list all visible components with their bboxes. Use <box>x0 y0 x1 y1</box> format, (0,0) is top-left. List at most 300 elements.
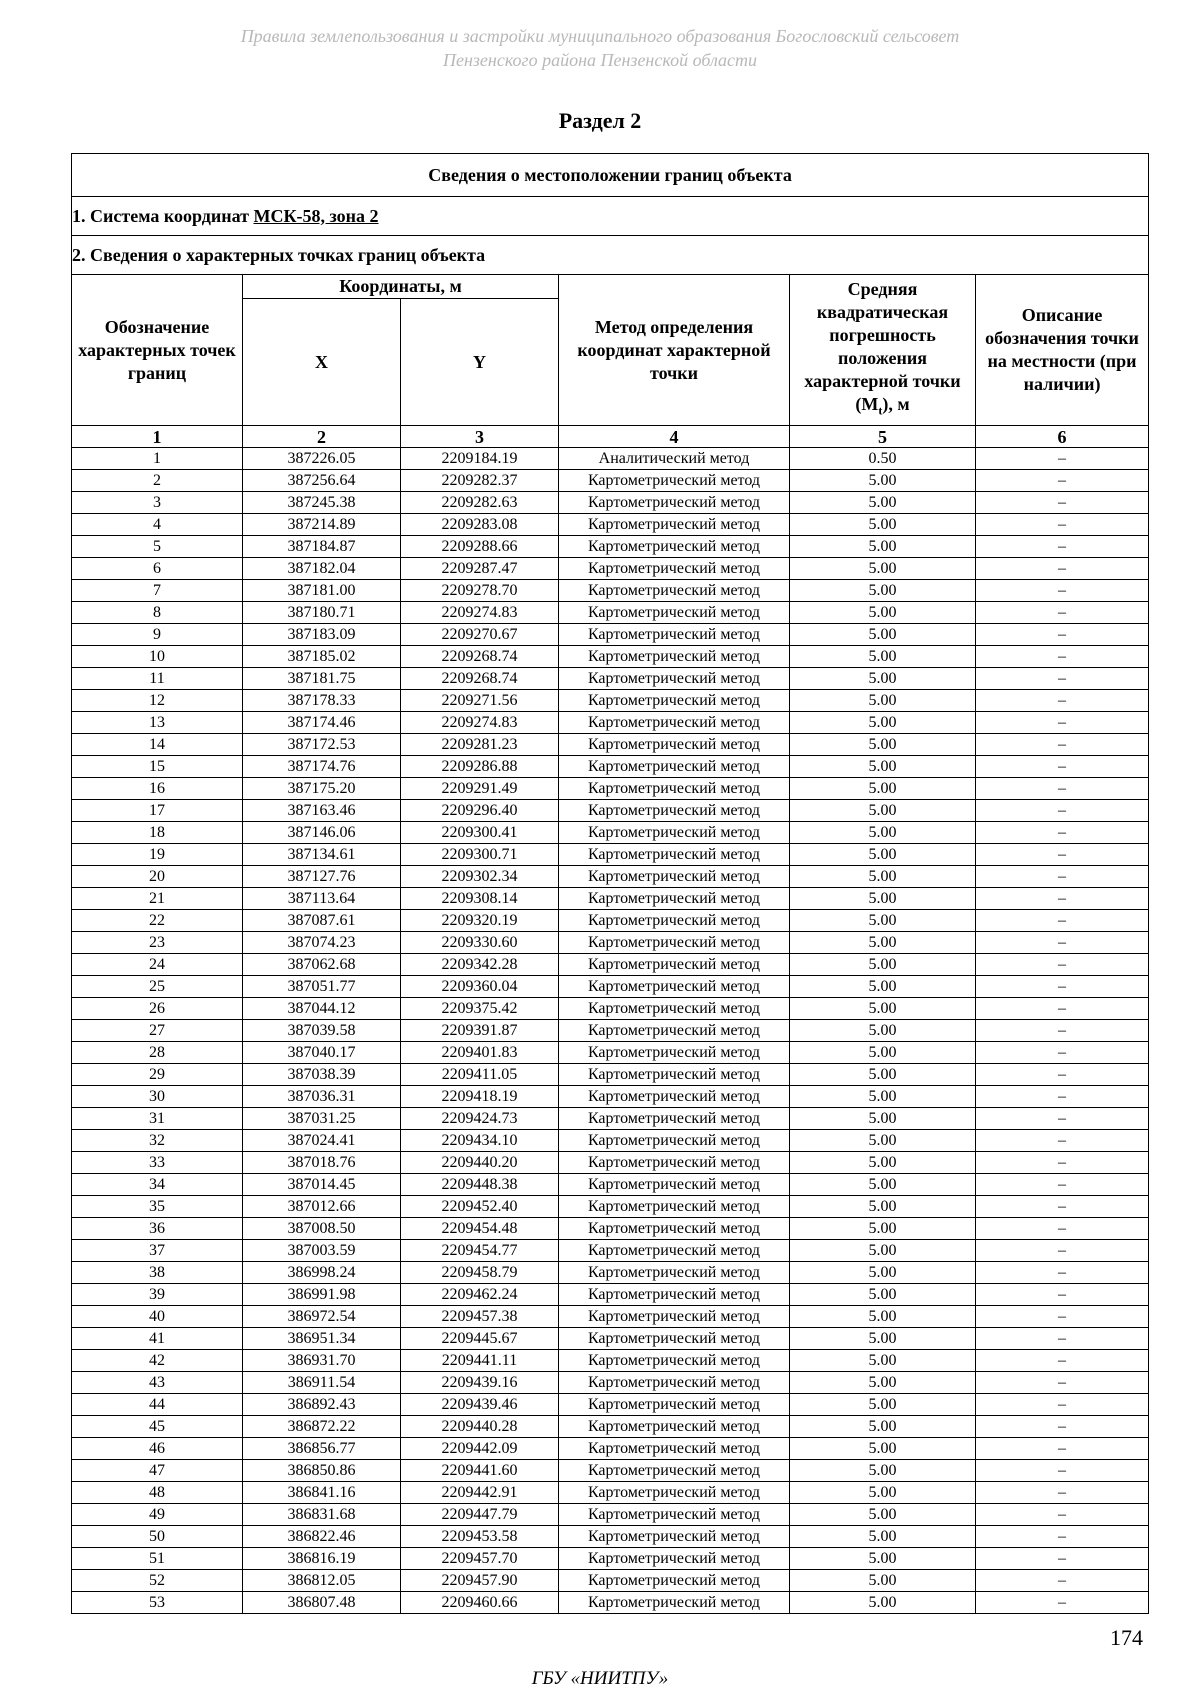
error-cell: 5.00 <box>790 1394 976 1416</box>
error-cell: 5.00 <box>790 1196 976 1218</box>
col-number: 1 <box>72 426 243 448</box>
point-number-cell: 29 <box>72 1064 243 1086</box>
y-cell: 2209300.41 <box>401 822 559 844</box>
point-number-cell: 6 <box>72 558 243 580</box>
error-cell: 5.00 <box>790 910 976 932</box>
description-cell: – <box>976 888 1149 910</box>
col-y-header: Y <box>401 299 559 426</box>
table-caption: Сведения о местоположении границ объекта <box>72 154 1149 197</box>
table-row <box>72 1548 1149 1570</box>
description-cell: – <box>976 1306 1149 1328</box>
method-cell: Картометрический метод <box>559 1196 790 1218</box>
y-cell: 2209439.16 <box>401 1372 559 1394</box>
x-cell: 387113.64 <box>243 888 401 910</box>
description-cell: – <box>976 624 1149 646</box>
point-number-cell: 42 <box>72 1350 243 1372</box>
point-number-cell: 35 <box>72 1196 243 1218</box>
y-cell: 2209442.91 <box>401 1482 559 1504</box>
col-error-header: Средняя квадратическая погрешность положения характерной точки $(M_t)$, м <box>790 275 976 426</box>
point-number-cell: 39 <box>72 1284 243 1306</box>
col-number: 4 <box>559 426 790 448</box>
description-cell: – <box>976 1240 1149 1262</box>
description-cell: – <box>976 1592 1149 1614</box>
method-cell: Картометрический метод <box>559 1086 790 1108</box>
error-cell: 5.00 <box>790 1460 976 1482</box>
error-cell: 5.00 <box>790 1416 976 1438</box>
x-cell: 386931.70 <box>243 1350 401 1372</box>
x-cell: 387008.50 <box>243 1218 401 1240</box>
table-row <box>72 1020 1149 1042</box>
description-cell: – <box>976 1196 1149 1218</box>
description-cell: – <box>976 1262 1149 1284</box>
y-cell: 2209440.20 <box>401 1152 559 1174</box>
x-cell: 387181.75 <box>243 668 401 690</box>
y-cell: 2209296.40 <box>401 800 559 822</box>
point-number-cell: 15 <box>72 756 243 778</box>
coord-system-label: 1. Система координат <box>72 205 254 226</box>
description-cell: – <box>976 1438 1149 1460</box>
x-cell: 387214.89 <box>243 514 401 536</box>
table-row <box>72 668 1149 690</box>
y-cell: 2209448.38 <box>401 1174 559 1196</box>
method-cell: Картометрический метод <box>559 646 790 668</box>
error-cell: 5.00 <box>790 1262 976 1284</box>
y-cell: 2209454.77 <box>401 1240 559 1262</box>
method-cell: Картометрический метод <box>559 1372 790 1394</box>
table-row <box>72 734 1149 756</box>
point-number-cell: 31 <box>72 1108 243 1130</box>
error-cell: 5.00 <box>790 1042 976 1064</box>
x-cell: 386807.48 <box>243 1592 401 1614</box>
method-cell: Картометрический метод <box>559 976 790 998</box>
method-cell: Картометрический метод <box>559 1174 790 1196</box>
y-cell: 2209300.71 <box>401 844 559 866</box>
x-cell: 387018.76 <box>243 1152 401 1174</box>
x-cell: 387087.61 <box>243 910 401 932</box>
y-cell: 2209268.74 <box>401 668 559 690</box>
col-designation-header: Обозначение характерных точек границ <box>72 275 243 426</box>
error-cell: 5.00 <box>790 1570 976 1592</box>
x-cell: 387172.53 <box>243 734 401 756</box>
y-cell: 2209274.83 <box>401 712 559 734</box>
x-cell: 387184.87 <box>243 536 401 558</box>
description-cell: – <box>976 1350 1149 1372</box>
method-cell: Картометрический метод <box>559 1284 790 1306</box>
method-cell: Картометрический метод <box>559 866 790 888</box>
description-cell: – <box>976 954 1149 976</box>
error-cell: 5.00 <box>790 998 976 1020</box>
x-cell: 387074.23 <box>243 932 401 954</box>
error-cell: 0.50 <box>790 448 976 470</box>
y-cell: 2209286.88 <box>401 756 559 778</box>
error-cell: 5.00 <box>790 822 976 844</box>
description-cell: – <box>976 1416 1149 1438</box>
y-cell: 2209440.28 <box>401 1416 559 1438</box>
table-row <box>72 778 1149 800</box>
error-cell: 5.00 <box>790 580 976 602</box>
method-cell: Картометрический метод <box>559 1042 790 1064</box>
point-number-cell: 23 <box>72 932 243 954</box>
description-cell: – <box>976 998 1149 1020</box>
description-cell: – <box>976 1526 1149 1548</box>
col-coords-header: Координаты, м <box>243 275 559 299</box>
description-cell: – <box>976 470 1149 492</box>
x-cell: 387245.38 <box>243 492 401 514</box>
method-cell: Картометрический метод <box>559 1504 790 1526</box>
y-cell: 2209411.05 <box>401 1064 559 1086</box>
x-cell: 386822.46 <box>243 1526 401 1548</box>
method-cell: Картометрический метод <box>559 492 790 514</box>
y-cell: 2209445.67 <box>401 1328 559 1350</box>
table-row <box>72 1394 1149 1416</box>
x-cell: 387127.76 <box>243 866 401 888</box>
table-body <box>72 448 1149 1614</box>
error-cell: 5.00 <box>790 1086 976 1108</box>
table-row <box>72 448 1149 470</box>
method-cell: Картометрический метод <box>559 690 790 712</box>
x-cell: 386872.22 <box>243 1416 401 1438</box>
y-cell: 2209330.60 <box>401 932 559 954</box>
description-cell: – <box>976 932 1149 954</box>
description-cell: – <box>976 910 1149 932</box>
error-cell: 5.00 <box>790 1240 976 1262</box>
table-row <box>72 756 1149 778</box>
x-cell: 387039.58 <box>243 1020 401 1042</box>
table-row <box>72 1174 1149 1196</box>
x-cell: 387062.68 <box>243 954 401 976</box>
method-cell: Картометрический метод <box>559 1130 790 1152</box>
table-row <box>72 822 1149 844</box>
point-number-cell: 18 <box>72 822 243 844</box>
error-cell: 5.00 <box>790 1350 976 1372</box>
description-cell: – <box>976 492 1149 514</box>
x-cell: 387036.31 <box>243 1086 401 1108</box>
y-cell: 2209391.87 <box>401 1020 559 1042</box>
description-cell: – <box>976 1548 1149 1570</box>
method-cell: Картометрический метод <box>559 1526 790 1548</box>
table-row <box>72 1306 1149 1328</box>
point-number-cell: 20 <box>72 866 243 888</box>
x-cell: 387174.76 <box>243 756 401 778</box>
x-cell: 386816.19 <box>243 1548 401 1570</box>
point-number-cell: 53 <box>72 1592 243 1614</box>
table-row <box>72 1218 1149 1240</box>
method-cell: Картометрический метод <box>559 1460 790 1482</box>
point-number-cell: 51 <box>72 1548 243 1570</box>
y-cell: 2209452.40 <box>401 1196 559 1218</box>
page-footer: ГБУ «НИИТПУ» <box>531 1668 669 1689</box>
error-cell: 5.00 <box>790 1108 976 1130</box>
point-number-cell: 41 <box>72 1328 243 1350</box>
error-cell: 5.00 <box>790 1130 976 1152</box>
y-cell: 2209454.48 <box>401 1218 559 1240</box>
error-cell: 5.00 <box>790 712 976 734</box>
y-cell: 2209441.11 <box>401 1350 559 1372</box>
description-cell: – <box>976 646 1149 668</box>
table-row <box>72 910 1149 932</box>
point-number-cell: 21 <box>72 888 243 910</box>
point-number-cell: 46 <box>72 1438 243 1460</box>
table-row <box>72 602 1149 624</box>
point-number-cell: 32 <box>72 1130 243 1152</box>
error-cell: 5.00 <box>790 602 976 624</box>
method-cell: Картометрический метод <box>559 1240 790 1262</box>
header-line-1: Правила землепользования и застройки муниципального образования Богословский сельсовет <box>240 26 960 46</box>
error-cell: 5.00 <box>790 1372 976 1394</box>
method-cell: Картометрический метод <box>559 734 790 756</box>
point-number-cell: 9 <box>72 624 243 646</box>
description-cell: – <box>976 1372 1149 1394</box>
x-cell: 387163.46 <box>243 800 401 822</box>
error-cell: 5.00 <box>790 866 976 888</box>
table-row <box>72 470 1149 492</box>
error-cell: 5.00 <box>790 514 976 536</box>
y-cell: 2209268.74 <box>401 646 559 668</box>
col-number: 5 <box>790 426 976 448</box>
table-row <box>72 1570 1149 1592</box>
table-row <box>72 580 1149 602</box>
error-cell: 5.00 <box>790 1438 976 1460</box>
point-number-cell: 43 <box>72 1372 243 1394</box>
error-cell: 5.00 <box>790 1592 976 1614</box>
method-cell: Картометрический метод <box>559 1218 790 1240</box>
error-cell: 5.00 <box>790 1174 976 1196</box>
y-cell: 2209439.46 <box>401 1394 559 1416</box>
method-cell: Аналитический метод <box>559 448 790 470</box>
point-number-cell: 37 <box>72 1240 243 1262</box>
y-cell: 2209401.83 <box>401 1042 559 1064</box>
table-row <box>72 976 1149 998</box>
description-cell: – <box>976 1328 1149 1350</box>
x-cell: 387031.25 <box>243 1108 401 1130</box>
page-header <box>0 24 1200 72</box>
error-cell: 5.00 <box>790 1526 976 1548</box>
error-cell: 5.00 <box>790 800 976 822</box>
y-cell: 2209462.24 <box>401 1284 559 1306</box>
error-cell: 5.00 <box>790 492 976 514</box>
error-cell: 5.00 <box>790 536 976 558</box>
method-cell: Картометрический метод <box>559 602 790 624</box>
description-cell: – <box>976 1394 1149 1416</box>
method-cell: Картометрический метод <box>559 624 790 646</box>
x-cell: 387146.06 <box>243 822 401 844</box>
table-row <box>72 514 1149 536</box>
point-number-cell: 28 <box>72 1042 243 1064</box>
description-cell: – <box>976 844 1149 866</box>
error-cell: 5.00 <box>790 778 976 800</box>
method-cell: Картометрический метод <box>559 1438 790 1460</box>
error-cell: 5.00 <box>790 624 976 646</box>
section-title: Раздел 2 <box>558 108 642 133</box>
description-cell: – <box>976 822 1149 844</box>
y-cell: 2209281.23 <box>401 734 559 756</box>
point-number-cell: 24 <box>72 954 243 976</box>
description-cell: – <box>976 756 1149 778</box>
description-cell: – <box>976 558 1149 580</box>
point-number-cell: 47 <box>72 1460 243 1482</box>
point-number-cell: 45 <box>72 1416 243 1438</box>
y-cell: 2209184.19 <box>401 448 559 470</box>
description-cell: – <box>976 1086 1149 1108</box>
method-cell: Картометрический метод <box>559 536 790 558</box>
point-number-cell: 16 <box>72 778 243 800</box>
point-number-cell: 12 <box>72 690 243 712</box>
error-cell: 5.00 <box>790 1306 976 1328</box>
x-cell: 387038.39 <box>243 1064 401 1086</box>
x-cell: 387044.12 <box>243 998 401 1020</box>
x-cell: 387182.04 <box>243 558 401 580</box>
table-row <box>72 1460 1149 1482</box>
description-cell: – <box>976 1020 1149 1042</box>
table-row <box>72 1526 1149 1548</box>
x-cell: 386856.77 <box>243 1438 401 1460</box>
table-row <box>72 690 1149 712</box>
coord-system-value: МСК-58, зона 2 <box>253 205 379 226</box>
description-cell: – <box>976 514 1149 536</box>
description-cell: – <box>976 800 1149 822</box>
method-cell: Картометрический метод <box>559 932 790 954</box>
error-cell: 5.00 <box>790 1328 976 1350</box>
error-cell: 5.00 <box>790 756 976 778</box>
description-cell: – <box>976 866 1149 888</box>
y-cell: 2209291.49 <box>401 778 559 800</box>
method-cell: Картометрический метод <box>559 668 790 690</box>
method-cell: Картометрический метод <box>559 712 790 734</box>
col-number: 3 <box>401 426 559 448</box>
y-cell: 2209442.09 <box>401 1438 559 1460</box>
table-row <box>72 712 1149 734</box>
description-cell: – <box>976 1284 1149 1306</box>
point-number-cell: 48 <box>72 1482 243 1504</box>
point-number-cell: 1 <box>72 448 243 470</box>
x-cell: 386831.68 <box>243 1504 401 1526</box>
y-cell: 2209458.79 <box>401 1262 559 1284</box>
col-description-header: Описание обозначения точки на местности (при наличии) <box>976 275 1149 426</box>
method-cell: Картометрический метод <box>559 1394 790 1416</box>
description-cell: – <box>976 778 1149 800</box>
error-cell: 5.00 <box>790 1284 976 1306</box>
description-cell: – <box>976 580 1149 602</box>
description-cell: – <box>976 734 1149 756</box>
description-cell: – <box>976 448 1149 470</box>
description-cell: – <box>976 536 1149 558</box>
col-x-header: X <box>243 299 401 426</box>
error-cell: 5.00 <box>790 734 976 756</box>
table-row <box>72 1284 1149 1306</box>
table-row <box>72 1592 1149 1614</box>
y-cell: 2209375.42 <box>401 998 559 1020</box>
y-cell: 2209283.08 <box>401 514 559 536</box>
table-row <box>72 1372 1149 1394</box>
x-cell: 386911.54 <box>243 1372 401 1394</box>
col-number: 2 <box>243 426 401 448</box>
table-row <box>72 1086 1149 1108</box>
table-row <box>72 624 1149 646</box>
point-number-cell: 22 <box>72 910 243 932</box>
y-cell: 2209457.70 <box>401 1548 559 1570</box>
y-cell: 2209288.66 <box>401 536 559 558</box>
table-row <box>72 932 1149 954</box>
table-row <box>72 1108 1149 1130</box>
method-cell: Картометрический метод <box>559 1152 790 1174</box>
table-row <box>72 1130 1149 1152</box>
page-number: 174 <box>1110 1625 1143 1650</box>
x-cell: 387256.64 <box>243 470 401 492</box>
point-number-cell: 10 <box>72 646 243 668</box>
table-row <box>72 954 1149 976</box>
method-cell: Картометрический метод <box>559 888 790 910</box>
y-cell: 2209308.14 <box>401 888 559 910</box>
point-number-cell: 34 <box>72 1174 243 1196</box>
table-row <box>72 1504 1149 1526</box>
point-number-cell: 49 <box>72 1504 243 1526</box>
error-cell: 5.00 <box>790 1504 976 1526</box>
description-cell: – <box>976 1064 1149 1086</box>
error-cell: 5.00 <box>790 1020 976 1042</box>
point-number-cell: 25 <box>72 976 243 998</box>
method-cell: Картометрический метод <box>559 1592 790 1614</box>
method-cell: Картометрический метод <box>559 1328 790 1350</box>
point-number-cell: 11 <box>72 668 243 690</box>
method-cell: Картометрический метод <box>559 1416 790 1438</box>
method-cell: Картометрический метод <box>559 1064 790 1086</box>
point-number-cell: 50 <box>72 1526 243 1548</box>
y-cell: 2209441.60 <box>401 1460 559 1482</box>
x-cell: 387051.77 <box>243 976 401 998</box>
y-cell: 2209360.04 <box>401 976 559 998</box>
method-cell: Картометрический метод <box>559 1108 790 1130</box>
y-cell: 2209274.83 <box>401 602 559 624</box>
table-row <box>72 1482 1149 1504</box>
method-cell: Картометрический метод <box>559 800 790 822</box>
description-cell: – <box>976 1042 1149 1064</box>
table-row <box>72 1416 1149 1438</box>
table-row <box>72 1196 1149 1218</box>
point-number-cell: 8 <box>72 602 243 624</box>
y-cell: 2209270.67 <box>401 624 559 646</box>
x-cell: 387226.05 <box>243 448 401 470</box>
error-cell: 5.00 <box>790 954 976 976</box>
method-cell: Картометрический метод <box>559 1350 790 1372</box>
y-cell: 2209447.79 <box>401 1504 559 1526</box>
y-cell: 2209342.28 <box>401 954 559 976</box>
method-cell: Картометрический метод <box>559 470 790 492</box>
y-cell: 2209287.47 <box>401 558 559 580</box>
point-number-cell: 26 <box>72 998 243 1020</box>
method-cell: Картометрический метод <box>559 514 790 536</box>
method-cell: Картометрический метод <box>559 1262 790 1284</box>
error-cell: 5.00 <box>790 690 976 712</box>
error-cell: 5.00 <box>790 1482 976 1504</box>
error-cell: 5.00 <box>790 1218 976 1240</box>
method-cell: Картометрический метод <box>559 778 790 800</box>
x-cell: 386850.86 <box>243 1460 401 1482</box>
error-cell: 5.00 <box>790 646 976 668</box>
table-row <box>72 1262 1149 1284</box>
x-cell: 387014.45 <box>243 1174 401 1196</box>
table-row <box>72 1328 1149 1350</box>
description-cell: – <box>976 1482 1149 1504</box>
table-row <box>72 558 1149 580</box>
table-row <box>72 646 1149 668</box>
description-cell: – <box>976 712 1149 734</box>
method-cell: Картометрический метод <box>559 1570 790 1592</box>
error-cell: 5.00 <box>790 1152 976 1174</box>
y-cell: 2209278.70 <box>401 580 559 602</box>
error-cell: 5.00 <box>790 888 976 910</box>
method-cell: Картометрический метод <box>559 954 790 976</box>
error-cell: 5.00 <box>790 558 976 580</box>
